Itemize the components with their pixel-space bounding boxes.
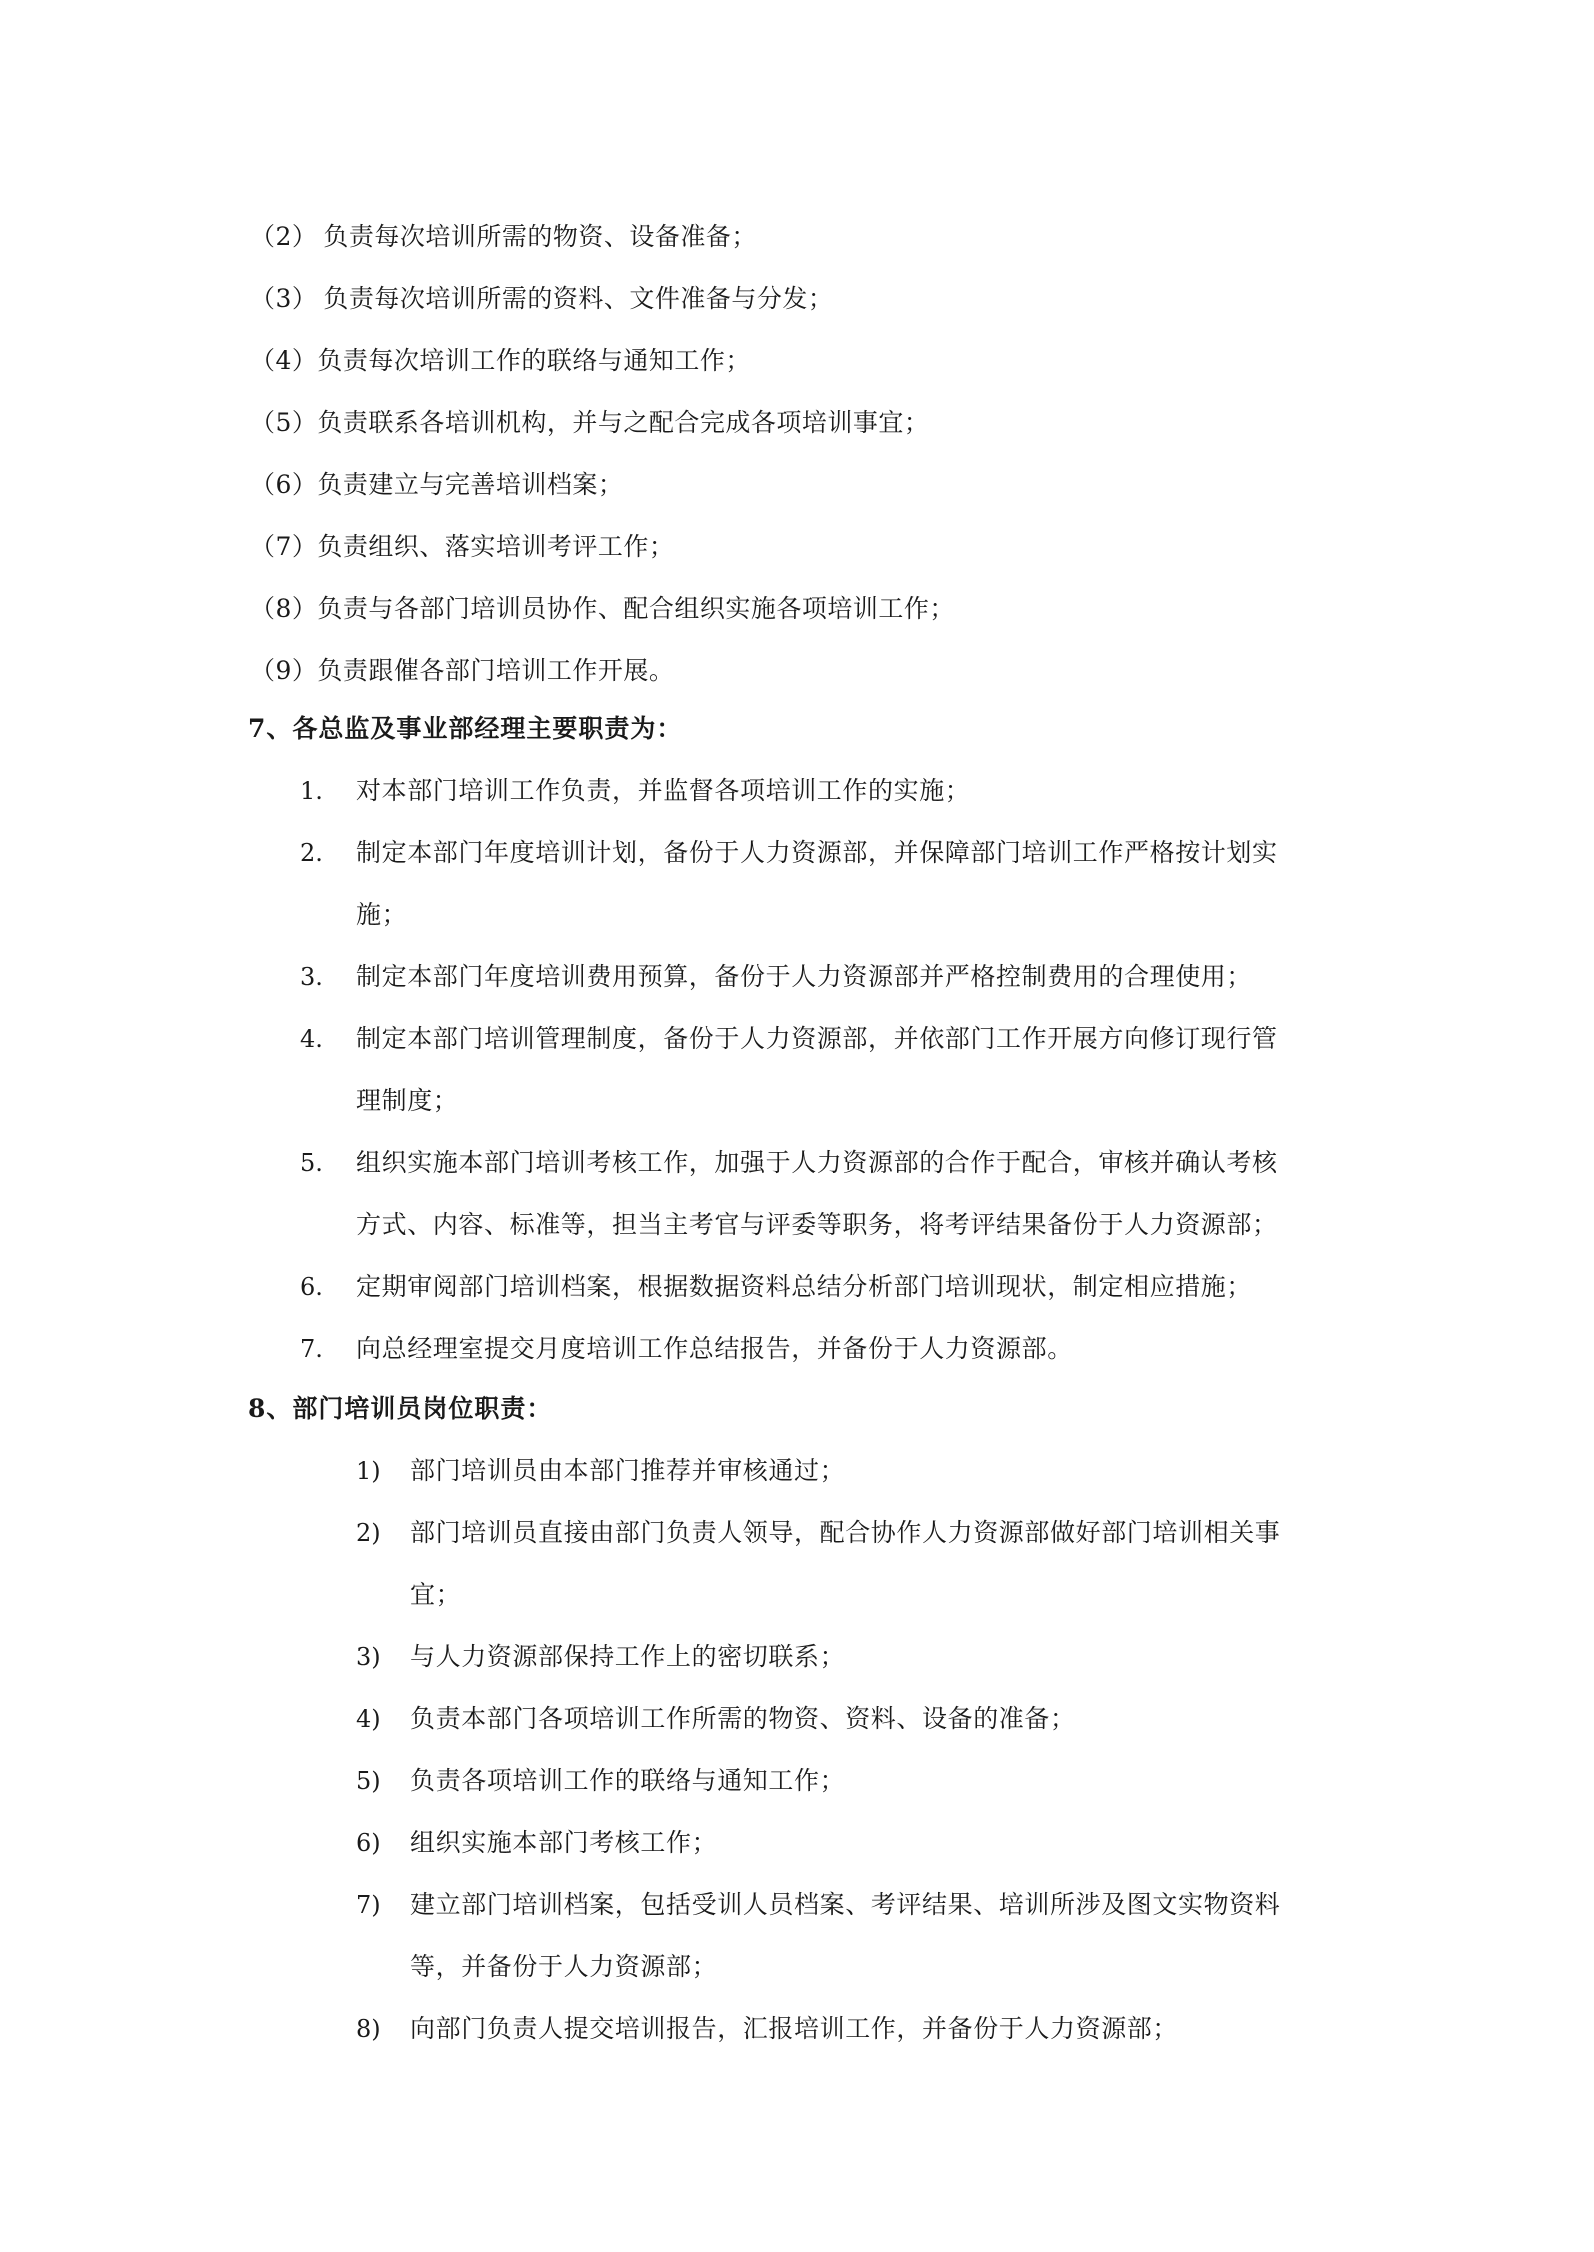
item-text: 定期审阅部门培训档案，根据数据资料总结分析部门培训现状，制定相应措施；	[356, 1272, 1253, 1301]
item-text: 向部门负责人提交培训报告，汇报培训工作，并备份于人力资源部；	[410, 2014, 1179, 2043]
item-text: 建立部门培训档案，包括受训人员档案、考评结果、培训所涉及图文实物资料	[410, 1890, 1281, 1919]
item-text-continued: 等，并备份于人力资源部；	[410, 1952, 718, 1981]
item-text: 负责本部门各项培训工作所需的物资、资料、设备的准备；	[410, 1704, 1076, 1733]
item-number: 4.	[300, 1025, 323, 1053]
item-text: 部门培训员直接由部门负责人领导，配合协作人力资源部做好部门培训相关事	[410, 1518, 1281, 1547]
item-number: （7）	[250, 532, 318, 561]
item-text: 制定本部门年度培训计划，备份于人力资源部，并保障部门培训工作严格按计划实	[356, 838, 1278, 867]
list-item	[250, 408, 929, 438]
item-text: 制定本部门培训管理制度，备份于人力资源部，并依部门工作开展方向修订现行管	[356, 1024, 1278, 1053]
item-text: 向总经理室提交月度培训工作总结报告，并备份于人力资源部。	[356, 1334, 1073, 1363]
item-text-continued: 施；	[356, 900, 408, 929]
list-item	[250, 594, 955, 624]
item-text-continued: 方式、内容、标准等，担当主考官与评委等职务，将考评结果备份于人力资源部；	[356, 1210, 1278, 1239]
item-number: 2.	[300, 839, 323, 867]
item-number: 2)	[356, 1519, 381, 1547]
list-item	[250, 284, 833, 314]
item-text: 负责建立与完善培训档案；	[317, 470, 624, 499]
item-text: 负责每次培训工作的联络与通知工作；	[317, 346, 751, 375]
item-number: （3）	[250, 284, 318, 313]
item-number: （9）	[250, 656, 318, 685]
item-text-continued: 理制度；	[356, 1086, 459, 1115]
item-text: 与人力资源部保持工作上的密切联系；	[410, 1642, 846, 1671]
item-text: 负责与各部门培训员协作、配合组织实施各项培训工作；	[317, 594, 955, 623]
item-text: 部门培训员由本部门推荐并审核通过；	[410, 1456, 846, 1485]
item-number: 6.	[300, 1273, 323, 1301]
item-number: （2）	[250, 222, 318, 251]
item-number: （8）	[250, 594, 318, 623]
item-number: 3)	[356, 1643, 381, 1671]
list-item	[250, 470, 623, 500]
item-text: 负责各项培训工作的联络与通知工作；	[410, 1766, 846, 1795]
item-text: 负责每次培训所需的资料、文件准备与分发；	[323, 284, 834, 313]
item-number: 4)	[356, 1705, 381, 1733]
list-item	[250, 656, 674, 686]
section8-heading: 8、部门培训员岗位职责：	[248, 1394, 553, 1423]
item-text: 组织实施本部门培训考核工作，加强于人力资源部的合作于配合，审核并确认考核	[356, 1148, 1278, 1177]
item-number: （5）	[250, 408, 318, 437]
item-number: 5.	[300, 1149, 323, 1177]
item-number: 7.	[300, 1335, 323, 1363]
item-number: 3.	[300, 963, 323, 991]
item-number: 7)	[356, 1891, 381, 1919]
list-item	[250, 532, 674, 562]
item-number: 8)	[356, 2015, 381, 2043]
list-item	[250, 346, 751, 376]
list-item	[250, 222, 757, 252]
item-text: 负责组织、落实培训考评工作；	[317, 532, 675, 561]
item-text-continued: 宜；	[410, 1580, 462, 1609]
item-number: 5)	[356, 1767, 381, 1795]
section7-heading: 7、各总监及事业部经理主要职责为：	[248, 714, 683, 743]
item-text: 负责每次培训所需的物资、设备准备；	[323, 222, 757, 251]
item-number: （4）	[250, 346, 318, 375]
item-text: 组织实施本部门考核工作；	[410, 1828, 718, 1857]
item-number: 6)	[356, 1829, 381, 1857]
item-number: （6）	[250, 470, 318, 499]
item-text: 对本部门培训工作负责，并监督各项培训工作的实施；	[356, 776, 971, 805]
item-text: 制定本部门年度培训费用预算，备份于人力资源部并严格控制费用的合理使用；	[356, 962, 1253, 991]
item-number: 1)	[356, 1457, 381, 1485]
item-number: 1.	[300, 777, 323, 805]
item-text: 负责联系各培训机构，并与之配合完成各项培训事宜；	[317, 408, 930, 437]
item-text: 负责跟催各部门培训工作开展。	[317, 656, 675, 685]
